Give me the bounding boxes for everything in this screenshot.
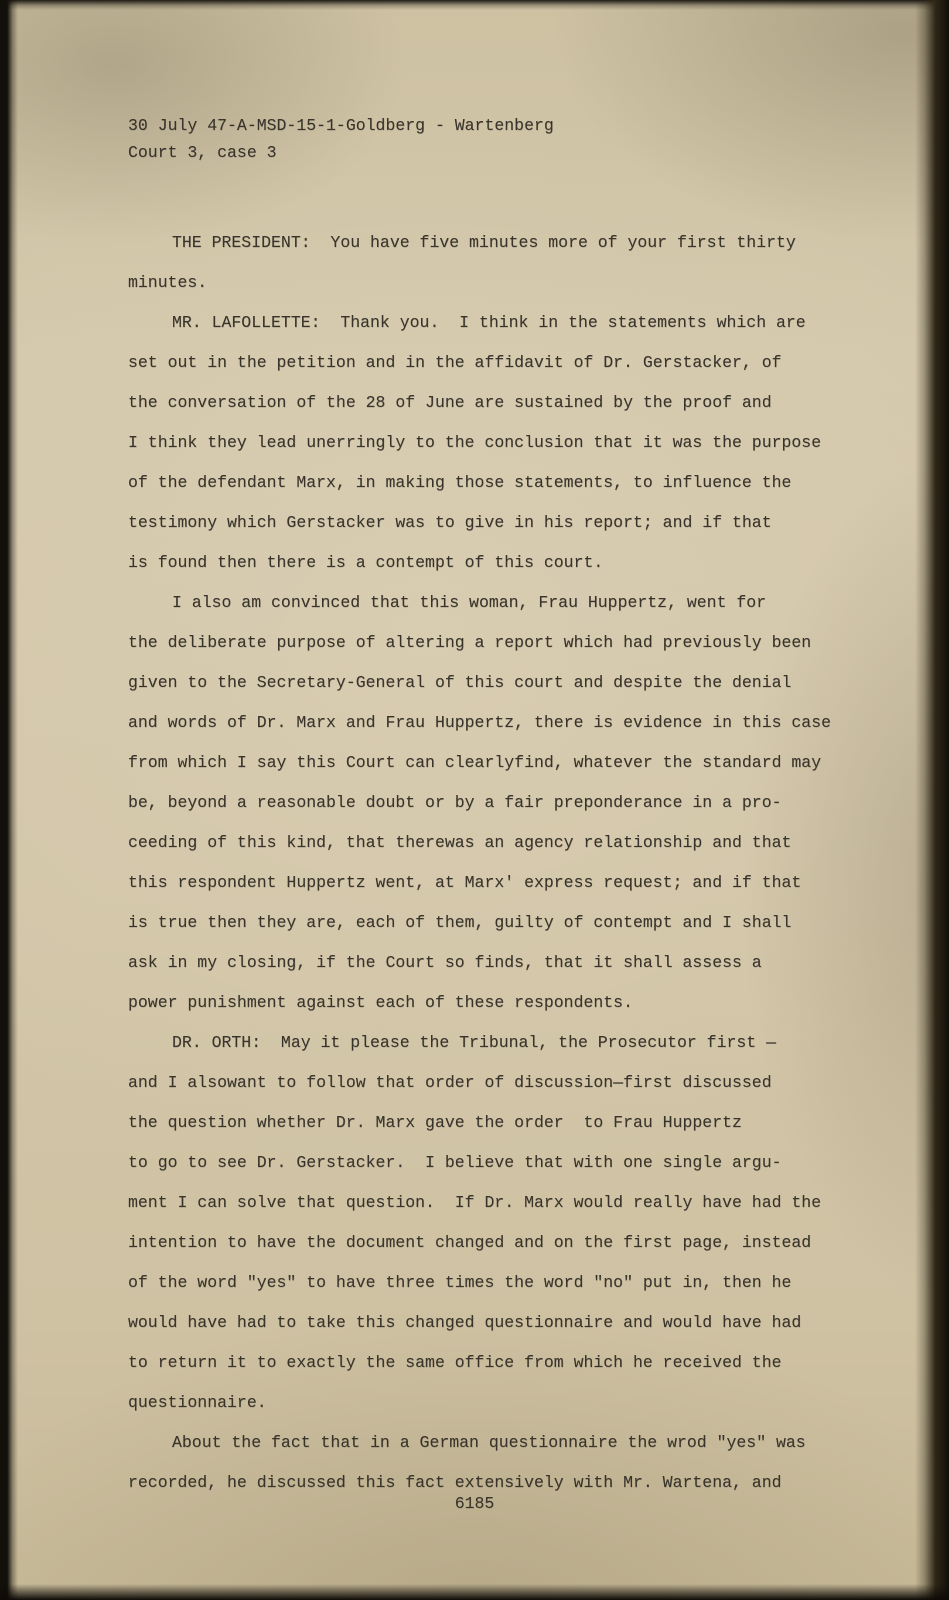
text-line: be, beyond a reasonable doubt or by a fair preponderance in a pro-	[128, 793, 782, 812]
scan-edge-left	[0, 0, 18, 1600]
header-line-2: Court 3, case 3	[128, 143, 277, 162]
text-line: About the fact that in a German questionnaire the wrod "yes" was	[172, 1433, 806, 1452]
text-line: ceeding of this kind, that therewas an agency relationship and that	[128, 833, 792, 852]
scan-edge-bottom	[0, 1584, 949, 1600]
typewritten-content	[128, 112, 888, 1503]
text-line: the question whether Dr. Marx gave the order to Frau Huppertz	[128, 1113, 742, 1132]
text-line: from which I say this Court can clearlyfind, whatever the standard may	[128, 753, 822, 772]
document-body	[128, 223, 888, 1503]
text-line: given to the Secretary-General of this court and despite the denial	[128, 673, 792, 692]
text-line: this respondent Huppertz went, at Marx' express request; and if that	[128, 873, 802, 892]
text-line: testimony which Gerstacker was to give in his report; and if that	[128, 513, 772, 532]
text-line: the deliberate purpose of altering a report which had previously been	[128, 633, 812, 652]
scan-edge-right	[915, 0, 949, 1600]
header-line-1: 30 July 47-A-MSD-15-1-Goldberg - Wartenberg	[128, 116, 554, 135]
text-line: I also am convinced that this woman, Frau Huppertz, went for	[172, 593, 767, 612]
text-line: THE PRESIDENT: You have five minutes more of your first thirty	[172, 233, 796, 252]
text-line: and I alsowant to follow that order of discussion—first discussed	[128, 1073, 772, 1092]
text-line: MR. LAFOLLETTE: Thank you. I think in the statements which are	[172, 313, 806, 332]
text-line: power punishment against each of these respondents.	[128, 993, 633, 1012]
text-line: recorded, he discussed this fact extensively with Mr. Wartena, and	[128, 1473, 782, 1492]
text-line: to return it to exactly the same office from which he received the	[128, 1353, 782, 1372]
text-line: the conversation of the 28 of June are sustained by the proof and	[128, 393, 772, 412]
text-line: of the word "yes" to have three times the word "no" put in, then he	[128, 1273, 792, 1292]
text-line: ment I can solve that question. If Dr. Marx would really have had the	[128, 1193, 822, 1212]
text-line: DR. ORTH: May it please the Tribunal, the Prosecutor first —	[172, 1033, 776, 1052]
text-line: is found then there is a contempt of this court.	[128, 553, 604, 572]
page-header	[128, 112, 888, 166]
text-line: and words of Dr. Marx and Frau Huppertz, there is evidence in this case	[128, 713, 832, 732]
text-line: of the defendant Marx, in making those statements, to influence the	[128, 473, 792, 492]
text-line: intention to have the document changed and on the first page, instead	[128, 1233, 812, 1252]
text-line: questionnaire.	[128, 1393, 267, 1412]
page-number: 6185	[454, 1494, 495, 1513]
scan-edge-top	[0, 0, 949, 10]
text-line: ask in my closing, if the Court so finds, that it shall assess a	[128, 953, 762, 972]
text-line: minutes.	[128, 273, 208, 292]
text-line: I think they lead unerringly to the conclusion that it was the purpose	[128, 433, 822, 452]
text-line: is true then they are, each of them, guilty of contempt and I shall	[128, 913, 792, 932]
text-line: set out in the petition and in the affidavit of Dr. Gerstacker, of	[128, 353, 782, 372]
text-line: would have had to take this changed questionnaire and would have had	[128, 1313, 802, 1332]
text-line: to go to see Dr. Gerstacker. I believe that with one single argu-	[128, 1153, 782, 1172]
